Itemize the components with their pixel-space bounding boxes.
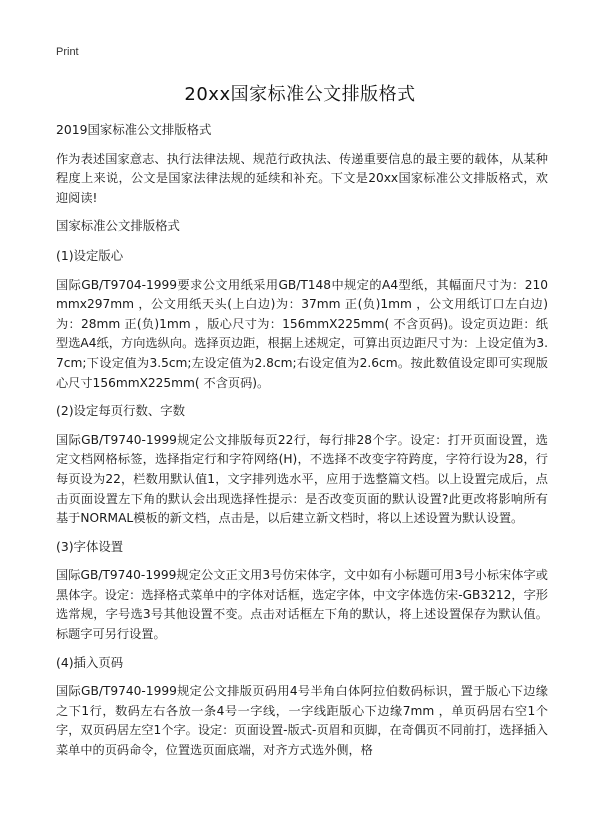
main-heading: 国家标准公文排版格式 [56,218,180,234]
section-heading-2: (2)设定每页行数、字数 [56,403,186,419]
section-heading-4: (4)插入页码 [56,654,124,670]
section-paragraph-3: 国际GB/T9740-1999规定公文正文用3号仿宋体字，文中如有小标题可用3号小标宋体字或黑体字。设定：选择格式菜单中的字体对话框，选定字体，中文字体选仿宋-GB3212，字形选常规，字号选3号其他设置不变。点击对话框左下角的默认，将上述设置保存为默认值。标题字可另行设置。 [56,568,548,642]
section-paragraph-2: 国际GB/T9740-1999规定公文排版每页22行，每行排28个字。设定：打开页面设置，选定文档网格标签，选择指定行和字符网络(H)，不选择不改变字符跨度，字符行设为28，行每页设为22，栏数用默认值1，文字排列选水平，应用于选整篇文档。以上设置完成后，点击页面设置左下角的默认会出现选择性提示：是否改变页面的默认设置?此更改将影响所有基于NORMAL模板的新文档，点击是，以后建立新文档时，将以上述设置为默认设置。 [56,432,548,526]
section-paragraph-1: 国际GB/T9704-1999要求公文用纸采用GB/T148中规定的A4型纸，其幅面尺寸为：210mmx297mm ，公文用纸天头(上白边)为：37mm 正(负)1mm ，公文用纸订口左白边)为：28mm 正(负)1mm ，版心尺寸为：156mmX225mm( 不含页码)。设定页边距：纸型选A4纸，方向选纵向。选择页边距，根据上述规定，可算出页边距尺寸为：上设定值为3.7cm;下设定值为3.5cm;左设定值为2.8cm;右设定值为2.6cm。按此数值设定即可实现版心尺寸156mmX225mm( 不含页码)。 [56,277,548,390]
section-heading-3: (3)字体设置 [56,538,124,554]
section-paragraph-4: 国际GB/T9740-1999规定公文排版页码用4号半角白体阿拉伯数码标识，置于版心下边缘之下1行，数码左右各放一条4号一字线，一字线距版心下边缘7mm ，单页码居右空1个字，双页码居左空1个字。设定：页面设置-版式-页眉和页脚，在奇偶页不同前打，选择插入菜单中的页码命令，位置选页面底端，对齐方式选外侧，格 [56,684,548,758]
section-heading-1: (1)设定版心 [56,247,124,263]
document-body [56,120,548,769]
document-title: 20xx国家标准公文排版格式 [184,84,416,105]
intro-paragraph: 作为表述国家意志、执行法律法规、规范行政执法、传递重要信息的最主要的载体，从某种程度上来说，公文是国家法律法规的延续和补充。下文是20xx国家标准公文排版格式，欢迎阅读! [56,151,548,205]
print-label: Print [56,46,79,58]
subtitle: 2019国家标准公文排版格式 [56,122,212,137]
